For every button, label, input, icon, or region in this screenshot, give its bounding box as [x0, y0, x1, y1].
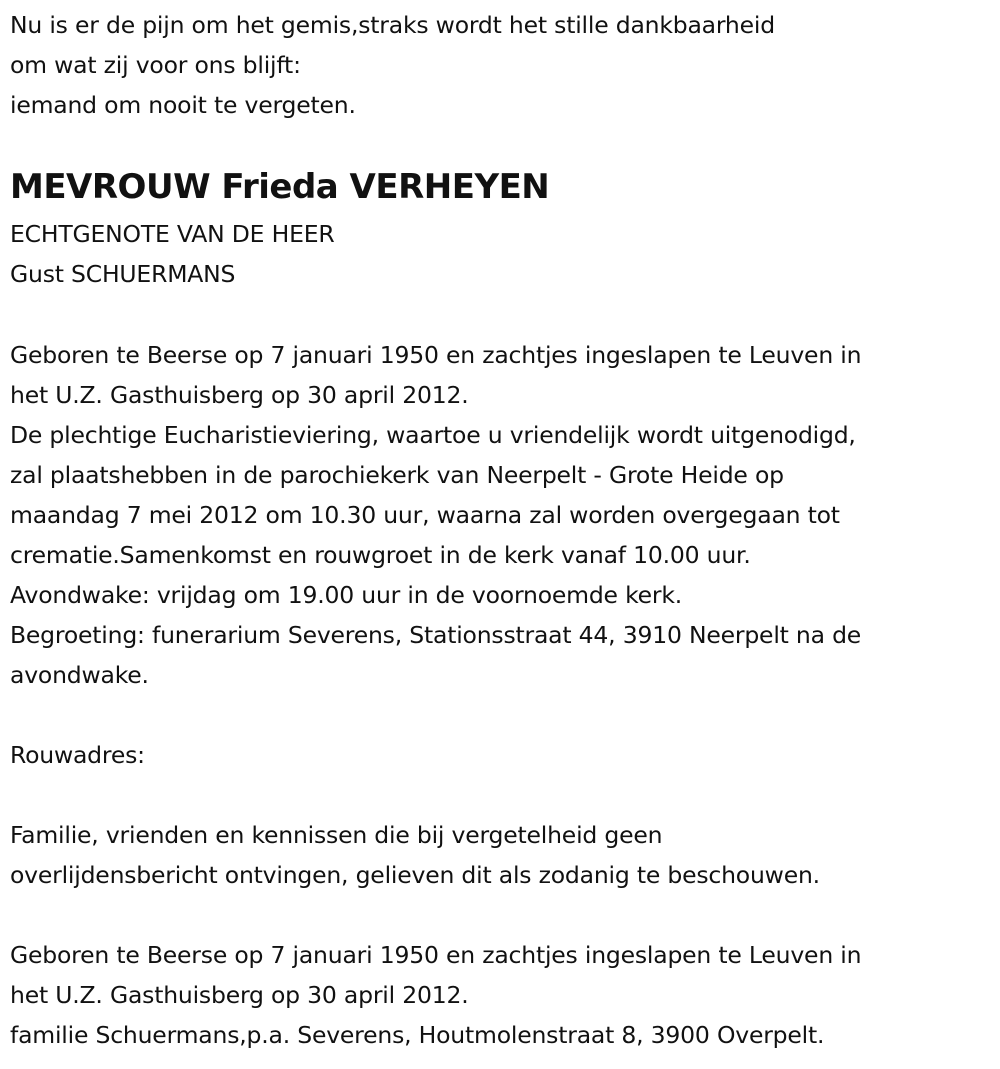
poem-line: Nu is er de pijn om het gemis,straks wordt het stille dankbaarheid: [10, 11, 775, 39]
spouse-line: ECHTGENOTE VAN DE HEER: [10, 220, 335, 248]
footer-line: het U.Z. Gasthuisberg op 30 april 2012.: [10, 981, 469, 1009]
details-line: maandag 7 mei 2012 om 10.30 uur, waarna zal worden overgegaan tot: [10, 501, 840, 529]
poem-line: iemand om nooit te vergeten.: [10, 91, 356, 119]
details-line: zal plaatshebben in de parochiekerk van Neerpelt - Grote Heide op: [10, 461, 784, 489]
notice-line: overlijdensbericht ontvingen, gelieven dit als zodanig te beschouwen.: [10, 861, 820, 889]
details-line: crematie.Samenkomst en rouwgroet in de kerk vanaf 10.00 uur.: [10, 541, 751, 569]
notice-line: Familie, vrienden en kennissen die bij vergetelheid geen: [10, 821, 663, 849]
details-line: De plechtige Eucharistieviering, waartoe u vriendelijk wordt uitgenodigd,: [10, 421, 856, 449]
details-line: het U.Z. Gasthuisberg op 30 april 2012.: [10, 381, 469, 409]
rouwadres-label: Rouwadres:: [10, 741, 145, 769]
details-line: Geboren te Beerse op 7 januari 1950 en zachtjes ingeslapen te Leuven in: [10, 341, 862, 369]
poem-line: om wat zij voor ons blijft:: [10, 51, 301, 79]
footer-line: familie Schuermans,p.a. Severens, Houtmolenstraat 8, 3900 Overpelt.: [10, 1021, 825, 1049]
spouse-line: Gust SCHUERMANS: [10, 260, 236, 288]
deceased-name: MEVROUW Frieda VERHEYEN: [10, 167, 550, 207]
details-line: avondwake.: [10, 661, 149, 689]
details-line: Avondwake: vrijdag om 19.00 uur in de voornoemde kerk.: [10, 581, 683, 609]
details-line: Begroeting: funerarium Severens, Stationsstraat 44, 3910 Neerpelt na de: [10, 621, 862, 649]
footer-line: Geboren te Beerse op 7 januari 1950 en zachtjes ingeslapen te Leuven in: [10, 941, 862, 969]
